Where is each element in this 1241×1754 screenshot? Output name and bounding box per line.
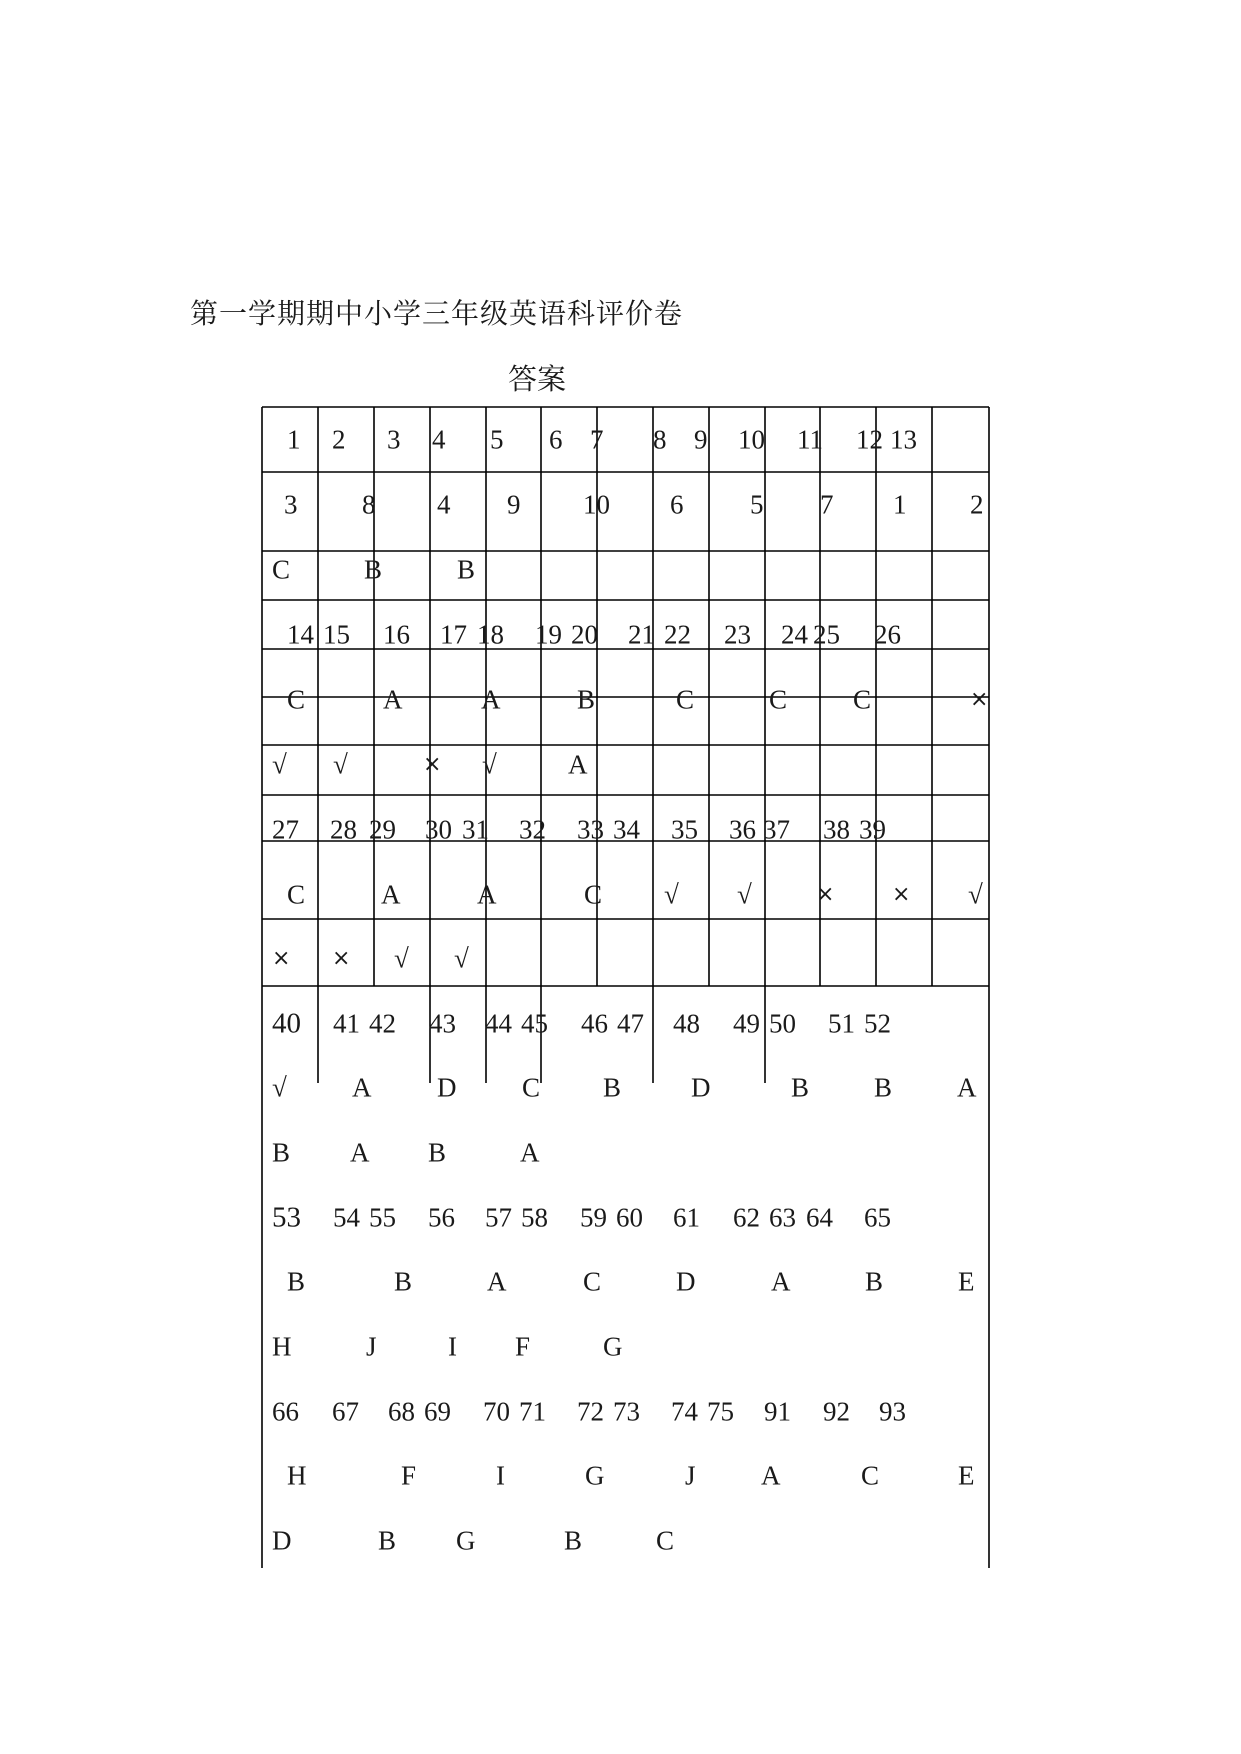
answer-cell: I	[448, 1331, 457, 1362]
question-number: 74	[671, 1396, 698, 1427]
answer-cell: C	[676, 684, 695, 715]
question-number: 63	[769, 1202, 796, 1233]
question-number: 72	[577, 1396, 604, 1427]
question-number: 11	[797, 424, 823, 455]
answer-cell: B	[874, 1072, 893, 1103]
question-number: 21	[628, 619, 655, 650]
answer-cell: 1	[893, 489, 907, 520]
answer-cell: A	[771, 1266, 791, 1297]
question-number: 8	[653, 424, 667, 455]
answer-cell: √	[454, 943, 469, 974]
question-number: 62	[733, 1202, 760, 1233]
question-number: 44	[485, 1008, 512, 1039]
question-number: 19	[535, 619, 562, 650]
question-number: 66	[272, 1396, 299, 1427]
question-number: 24	[781, 619, 808, 650]
question-number: 32	[519, 814, 546, 845]
answer-cell: ×	[970, 687, 989, 712]
answer-cell: C	[287, 684, 306, 715]
answer-cell: √	[272, 1072, 287, 1103]
question-number: 28	[330, 814, 357, 845]
answer-cell: C	[656, 1525, 675, 1556]
answer-cell: 9	[507, 489, 521, 520]
question-number: 64	[806, 1202, 833, 1233]
answer-cell: A	[761, 1460, 781, 1491]
answer-cell: I	[496, 1460, 505, 1491]
answer-cell: C	[861, 1460, 880, 1491]
answer-cell: B	[791, 1072, 810, 1103]
question-number: 69	[424, 1396, 451, 1427]
answer-cell: 6	[670, 489, 684, 520]
question-number: 10	[738, 424, 765, 455]
answer-cell: D	[676, 1266, 696, 1297]
question-number: 93	[879, 1396, 906, 1427]
question-number: 18	[477, 619, 504, 650]
question-number: 73	[613, 1396, 640, 1427]
answer-cell: 4	[437, 489, 451, 520]
question-number: 39	[859, 814, 886, 845]
answer-cell: B	[603, 1072, 622, 1103]
question-number: 50	[769, 1008, 796, 1039]
answer-cell: B	[865, 1266, 884, 1297]
question-number: 38	[823, 814, 850, 845]
document-title: 第一学期期中小学三年级英语科评价卷	[190, 297, 684, 330]
answer-cell: D	[437, 1072, 457, 1103]
answer-cell: B	[394, 1266, 413, 1297]
answer-cell: 8	[362, 489, 376, 520]
answer-cell: H	[287, 1460, 307, 1491]
answer-heading: 答案	[508, 362, 567, 396]
answer-cell: ×	[816, 882, 835, 907]
answer-cell: √	[664, 879, 679, 910]
question-number: 13	[890, 424, 917, 455]
question-number: 45	[521, 1008, 548, 1039]
question-number: 59	[580, 1202, 607, 1233]
answer-cell: A	[477, 879, 497, 910]
question-number: 1	[287, 424, 301, 455]
answer-cell: B	[564, 1525, 583, 1556]
answer-cell: C	[853, 684, 872, 715]
question-number: 26	[874, 619, 901, 650]
answer-cell: B	[457, 554, 476, 585]
answer-cell: 5	[750, 489, 764, 520]
question-number: 22	[664, 619, 691, 650]
answer-cell: √	[272, 749, 287, 780]
answer-cell: G	[603, 1331, 623, 1362]
answer-cell: E	[958, 1266, 975, 1297]
answer-cell: 7	[820, 489, 834, 520]
answer-cell: G	[585, 1460, 605, 1491]
answer-cell: 3	[284, 489, 298, 520]
question-number: 47	[617, 1008, 644, 1039]
question-number: 57	[485, 1202, 512, 1233]
answer-cell: A	[350, 1137, 370, 1168]
question-number: 12	[856, 424, 883, 455]
answer-cell: 10	[583, 489, 610, 520]
question-number: 51	[828, 1008, 855, 1039]
answer-cell: B	[428, 1137, 447, 1168]
answer-cell: ×	[892, 882, 911, 907]
answer-cell: √	[333, 749, 348, 780]
question-number: 25	[813, 619, 840, 650]
question-number: 29	[369, 814, 396, 845]
answer-cell: C	[522, 1072, 541, 1103]
answer-cell: B	[364, 554, 383, 585]
question-number: 53	[272, 1201, 301, 1234]
question-number: 31	[462, 814, 489, 845]
question-number: 60	[616, 1202, 643, 1233]
question-number: 23	[724, 619, 751, 650]
question-number: 40	[272, 1007, 301, 1040]
answer-cell: A	[352, 1072, 372, 1103]
answer-cell: C	[272, 554, 291, 585]
answer-cell: C	[583, 1266, 602, 1297]
answer-cell: √	[482, 749, 497, 780]
answer-cell: ×	[272, 946, 291, 971]
answer-cell: B	[577, 684, 596, 715]
question-number: 14	[287, 619, 314, 650]
answer-cell: F	[401, 1460, 417, 1491]
answer-cell: J	[366, 1331, 377, 1362]
question-number: 42	[369, 1008, 396, 1039]
question-number: 36	[729, 814, 756, 845]
question-number: 33	[577, 814, 604, 845]
answer-cell: ×	[332, 946, 351, 971]
question-number: 75	[707, 1396, 734, 1427]
question-number: 56	[428, 1202, 455, 1233]
answer-cell: C	[287, 879, 306, 910]
answer-cell: A	[957, 1072, 977, 1103]
question-number: 70	[483, 1396, 510, 1427]
answer-cell: E	[958, 1460, 975, 1491]
question-number: 7	[590, 424, 604, 455]
question-number: 5	[490, 424, 504, 455]
question-number: 71	[519, 1396, 546, 1427]
question-number: 49	[733, 1008, 760, 1039]
answer-cell: A	[481, 684, 501, 715]
answer-cell: C	[769, 684, 788, 715]
answer-cell: A	[383, 684, 403, 715]
answer-cell: J	[685, 1460, 696, 1491]
answer-cell: A	[381, 879, 401, 910]
answer-cell: √	[394, 943, 409, 974]
answer-cell: D	[272, 1525, 292, 1556]
answer-cell: A	[520, 1137, 540, 1168]
question-number: 41	[333, 1008, 360, 1039]
question-number: 3	[387, 424, 401, 455]
answer-cell: √	[737, 879, 752, 910]
answer-cell: √	[968, 879, 983, 910]
question-number: 15	[323, 619, 350, 650]
question-number: 65	[864, 1202, 891, 1233]
question-number: 67	[332, 1396, 359, 1427]
question-number: 20	[571, 619, 598, 650]
question-number: 68	[388, 1396, 415, 1427]
answer-cell: C	[584, 879, 603, 910]
answer-cell: H	[272, 1331, 292, 1362]
question-number: 34	[613, 814, 640, 845]
answer-cell: G	[456, 1525, 476, 1556]
question-number: 91	[764, 1396, 791, 1427]
question-number: 46	[581, 1008, 608, 1039]
question-number: 6	[549, 424, 563, 455]
question-number: 92	[823, 1396, 850, 1427]
answer-cell: B	[287, 1266, 306, 1297]
question-number: 37	[763, 814, 790, 845]
question-number: 4	[432, 424, 446, 455]
question-number: 48	[673, 1008, 700, 1039]
question-number: 9	[694, 424, 708, 455]
question-number: 58	[521, 1202, 548, 1233]
question-number: 16	[383, 619, 410, 650]
question-number: 2	[332, 424, 346, 455]
answer-cell: D	[691, 1072, 711, 1103]
question-number: 27	[272, 814, 299, 845]
question-number: 30	[425, 814, 452, 845]
question-number: 52	[864, 1008, 891, 1039]
answer-cell: F	[515, 1331, 531, 1362]
answer-cell: A	[568, 749, 588, 780]
answer-cell: B	[378, 1525, 397, 1556]
question-number: 61	[673, 1202, 700, 1233]
answer-cell: B	[272, 1137, 291, 1168]
question-number: 43	[429, 1008, 456, 1039]
question-number: 54	[333, 1202, 360, 1233]
answer-cell: ×	[423, 752, 442, 777]
question-number: 17	[440, 619, 467, 650]
question-number: 55	[369, 1202, 396, 1233]
answer-cell: A	[487, 1266, 507, 1297]
answer-cell: 2	[970, 489, 984, 520]
question-number: 35	[671, 814, 698, 845]
